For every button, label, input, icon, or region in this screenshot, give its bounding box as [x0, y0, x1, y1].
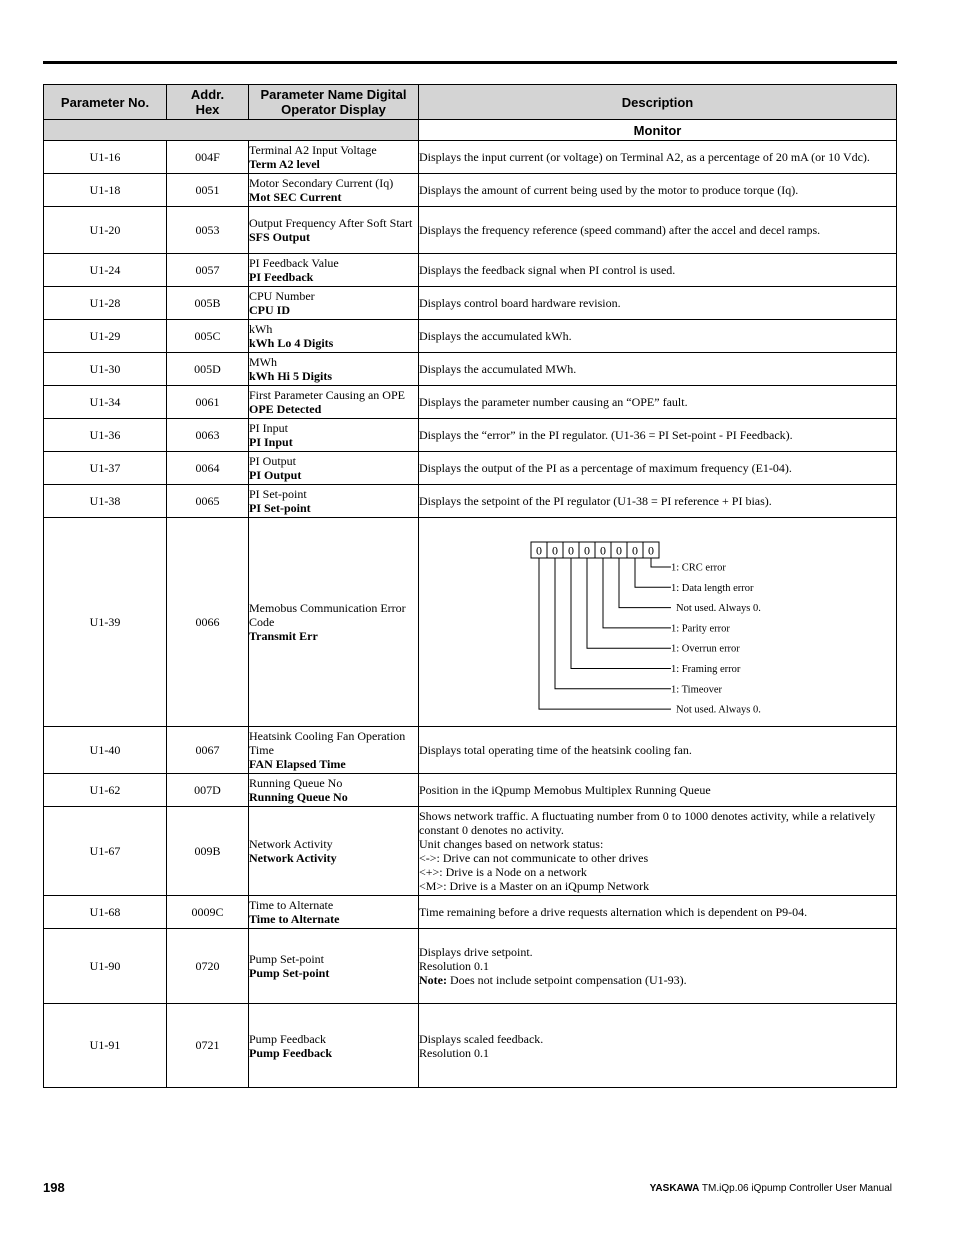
manual-title: TM.iQp.06 iQpump Controller User Manual [699, 1183, 892, 1194]
description-line: Time remaining before a drive requests alternation which is dependent on P9-04. [419, 905, 808, 919]
section-shade [44, 120, 419, 141]
table-row [44, 807, 897, 896]
description-cell [419, 485, 897, 518]
bit-leader-line [635, 558, 671, 587]
addr-hex: 0066 [167, 518, 249, 727]
param-name-cell [249, 419, 419, 452]
bit-label: 1: Overrun error [671, 643, 740, 655]
description-cell [419, 353, 897, 386]
addr-hex: 0057 [167, 254, 249, 287]
note-text: Does not include setpoint compensation (U1-93). [446, 973, 687, 987]
description-cell [419, 419, 897, 452]
table-row [44, 896, 897, 929]
table-row [44, 485, 897, 518]
description-cell [419, 452, 897, 485]
operator-display: Running Queue No [249, 790, 348, 804]
bit-label: Not used. Always 0. [676, 602, 761, 614]
param-name-cell [249, 287, 419, 320]
operator-display: Mot SEC Current [249, 190, 342, 204]
addr-hex: 0063 [167, 419, 249, 452]
table-row [44, 254, 897, 287]
param-number: U1-38 [44, 485, 167, 518]
note-label: Note: [419, 973, 447, 987]
addr-hex: 0009C [167, 896, 249, 929]
page-number: 198 [43, 1180, 65, 1195]
col-header-desc: Description [419, 85, 897, 120]
table-row [44, 287, 897, 320]
table-row [44, 518, 897, 727]
param-name-cell [249, 518, 419, 727]
description-line: Shows network traffic. A fluctuating number from 0 to 1000 denotes activity, while a relatively constant 0 denotes no activity. [419, 809, 876, 837]
param-name-cell [249, 320, 419, 353]
description-cell [419, 386, 897, 419]
operator-display: Pump Feedback [249, 1045, 333, 1060]
param-number: U1-29 [44, 320, 167, 353]
bit-label: 1: Framing error [671, 663, 741, 675]
bit-value: 0 [568, 543, 574, 557]
bit-label: 1: Data length error [671, 582, 754, 594]
operator-display: Time to Alternate [249, 912, 340, 926]
bit-leader-line [587, 558, 671, 648]
param-name-cell [249, 774, 419, 807]
param-name: First Parameter Causing an OPE [249, 388, 405, 402]
bit-value: 0 [632, 543, 638, 557]
description-line: Position in the iQpump Memobus Multiplex Running Queue [419, 783, 711, 797]
param-number: U1-62 [44, 774, 167, 807]
bit-field-diagram [419, 520, 895, 725]
param-name-cell [249, 896, 419, 929]
param-name: PI Input [249, 421, 288, 435]
param-number: U1-90 [44, 929, 167, 1004]
description-line: Resolution 0.1 [419, 959, 490, 973]
param-name: Motor Secondary Current (Iq) [249, 176, 394, 190]
addr-hex: 0721 [167, 1004, 249, 1088]
table-row [44, 419, 897, 452]
description-cell [419, 254, 897, 287]
brand-name: YASKAWA [649, 1183, 700, 1194]
bit-leader-line [603, 558, 671, 628]
operator-display: kWh Lo 4 Digits [249, 336, 334, 350]
description-cell [419, 727, 897, 774]
param-number: U1-37 [44, 452, 167, 485]
table-row [44, 727, 897, 774]
bit-label: Not used. Always 0. [676, 704, 761, 716]
operator-display: Network Activity [249, 851, 337, 865]
col-header-addr: Addr. Hex [167, 85, 249, 120]
param-number: U1-28 [44, 287, 167, 320]
description-cell [419, 1004, 897, 1088]
addr-hex: 005B [167, 287, 249, 320]
param-number: U1-67 [44, 807, 167, 896]
addr-hex: 0064 [167, 452, 249, 485]
bit-diagram-cell [419, 518, 897, 727]
description-cell [419, 896, 897, 929]
bit-value: 0 [552, 543, 558, 557]
table-row [44, 320, 897, 353]
param-number: U1-18 [44, 174, 167, 207]
footer-title [650, 1183, 892, 1194]
param-name-cell [249, 929, 419, 1004]
table-row [44, 452, 897, 485]
param-name: Memobus Communication Error Code [249, 601, 406, 629]
operator-display: CPU ID [249, 303, 290, 317]
description-line: Displays drive setpoint. [419, 945, 533, 959]
param-name: Pump Set-point [249, 952, 325, 966]
param-name: MWh [249, 355, 277, 369]
operator-display: Pump Set-point [249, 966, 330, 980]
description-line: Displays the parameter number causing an “OPE” fault. [419, 395, 688, 409]
operator-display: Transmit Err [249, 629, 318, 643]
param-name: Output Frequency After Soft Start [249, 216, 413, 230]
operator-display: PI Input [249, 435, 293, 449]
addr-hex: 0065 [167, 485, 249, 518]
description-line: <->: Drive can not communicate to other drives [419, 851, 649, 865]
note-line [419, 973, 896, 987]
description-line: Displays the frequency reference (speed command) after the accel and decel ramps. [419, 223, 821, 237]
description-cell [419, 287, 897, 320]
param-number: U1-20 [44, 207, 167, 254]
param-name-cell [249, 1004, 419, 1088]
param-name: Terminal A2 Input Voltage [249, 143, 377, 157]
operator-display: SFS Output [249, 230, 311, 244]
description-line: Displays total operating time of the heatsink cooling fan. [419, 743, 692, 757]
param-number: U1-91 [44, 1004, 167, 1088]
description-line: <M>: Drive is a Master on an iQpump Network [419, 879, 650, 893]
param-name: Pump Feedback [249, 1031, 326, 1046]
param-name: PI Feedback Value [249, 256, 339, 270]
table-row [44, 141, 897, 174]
param-number: U1-40 [44, 727, 167, 774]
bit-value: 0 [648, 543, 654, 557]
description-cell [419, 141, 897, 174]
top-rule [43, 61, 897, 64]
bit-leader-line [571, 558, 671, 669]
addr-hex: 009B [167, 807, 249, 896]
section-row [44, 120, 897, 141]
description-cell [419, 774, 897, 807]
param-number: U1-36 [44, 419, 167, 452]
description-line: Displays the feedback signal when PI control is used. [419, 263, 676, 277]
description-line: Displays the accumulated kWh. [419, 329, 572, 343]
section-label: Monitor [419, 120, 897, 141]
param-name-cell [249, 174, 419, 207]
bit-value: 0 [584, 543, 590, 557]
operator-display: PI Feedback [249, 270, 314, 284]
param-name-cell [249, 807, 419, 896]
param-name-cell [249, 141, 419, 174]
param-name-cell [249, 254, 419, 287]
bit-value: 0 [600, 543, 606, 557]
description-line: Unit changes based on network status: [419, 837, 604, 851]
bit-value: 0 [616, 543, 622, 557]
description-line: <+>: Drive is a Node on a network [419, 865, 587, 879]
table-row [44, 353, 897, 386]
description-cell [419, 320, 897, 353]
table-row [44, 774, 897, 807]
param-name: Running Queue No [249, 776, 343, 790]
description-line: Displays scaled feedback. [419, 1031, 544, 1046]
operator-display: FAN Elapsed Time [249, 757, 346, 771]
addr-hex: 005C [167, 320, 249, 353]
table-header-row [44, 85, 897, 120]
description-line: Displays the input current (or voltage) on Terminal A2, as a percentage of 20 mA (or 10 Vdc). [419, 150, 870, 164]
bit-label: 1: CRC error [671, 562, 726, 573]
operator-display: OPE Detected [249, 402, 322, 416]
bit-leader-line [555, 558, 671, 689]
description-line: Displays the “error” in the PI regulator. (U1-36 = PI Set-point - PI Feedback). [419, 428, 793, 442]
bit-label: 1: Parity error [671, 622, 730, 634]
param-name-cell [249, 727, 419, 774]
bit-leader-line [651, 558, 671, 567]
param-number: U1-30 [44, 353, 167, 386]
param-name: Network Activity [249, 837, 333, 851]
operator-display: PI Set-point [249, 501, 311, 515]
addr-hex: 007D [167, 774, 249, 807]
param-name: kWh [249, 322, 273, 336]
description-line: Displays the output of the PI as a percentage of maximum frequency (E1-04). [419, 461, 792, 475]
col-header-param: Parameter No. [44, 85, 167, 120]
addr-hex: 0720 [167, 929, 249, 1004]
addr-hex: 0051 [167, 174, 249, 207]
param-number: U1-68 [44, 896, 167, 929]
param-name: CPU Number [249, 289, 315, 303]
description-line: Resolution 0.1 [419, 1045, 490, 1060]
param-name: Heatsink Cooling Fan Operation Time [249, 729, 406, 757]
table-row [44, 1004, 897, 1088]
param-name-cell [249, 452, 419, 485]
param-name-cell [249, 386, 419, 419]
param-number: U1-24 [44, 254, 167, 287]
description-line: Displays the setpoint of the PI regulator (U1-38 = PI reference + PI bias). [419, 494, 772, 508]
description-line: Displays the accumulated MWh. [419, 362, 577, 376]
table-row [44, 386, 897, 419]
param-number: U1-16 [44, 141, 167, 174]
param-name: Time to Alternate [249, 898, 334, 912]
addr-hex: 0061 [167, 386, 249, 419]
table-row [44, 174, 897, 207]
param-name-cell [249, 485, 419, 518]
table-row [44, 929, 897, 1004]
param-name-cell [249, 353, 419, 386]
bit-label: 1: Timeover [671, 683, 723, 695]
addr-hex: 0067 [167, 727, 249, 774]
operator-display: PI Output [249, 468, 302, 482]
description-cell [419, 929, 897, 1004]
param-number: U1-39 [44, 518, 167, 727]
bit-leader-line [539, 558, 671, 709]
description-line: Displays the amount of current being used by the motor to produce torque (Iq). [419, 183, 799, 197]
parameter-table [43, 84, 897, 1088]
operator-display: Term A2 level [249, 157, 320, 171]
addr-hex: 0053 [167, 207, 249, 254]
addr-hex: 005D [167, 353, 249, 386]
param-number: U1-34 [44, 386, 167, 419]
param-name: PI Set-point [249, 487, 307, 501]
operator-display: kWh Hi 5 Digits [249, 369, 333, 383]
description-cell [419, 207, 897, 254]
description-cell [419, 807, 897, 896]
param-name-cell [249, 207, 419, 254]
description-line: Displays control board hardware revision. [419, 296, 621, 310]
param-name: PI Output [249, 454, 297, 468]
bit-value: 0 [536, 543, 542, 557]
addr-hex: 004F [167, 141, 249, 174]
col-header-name: Parameter Name Digital Operator Display [249, 85, 419, 120]
bit-leader-line [619, 558, 671, 608]
table-row [44, 207, 897, 254]
description-cell [419, 174, 897, 207]
